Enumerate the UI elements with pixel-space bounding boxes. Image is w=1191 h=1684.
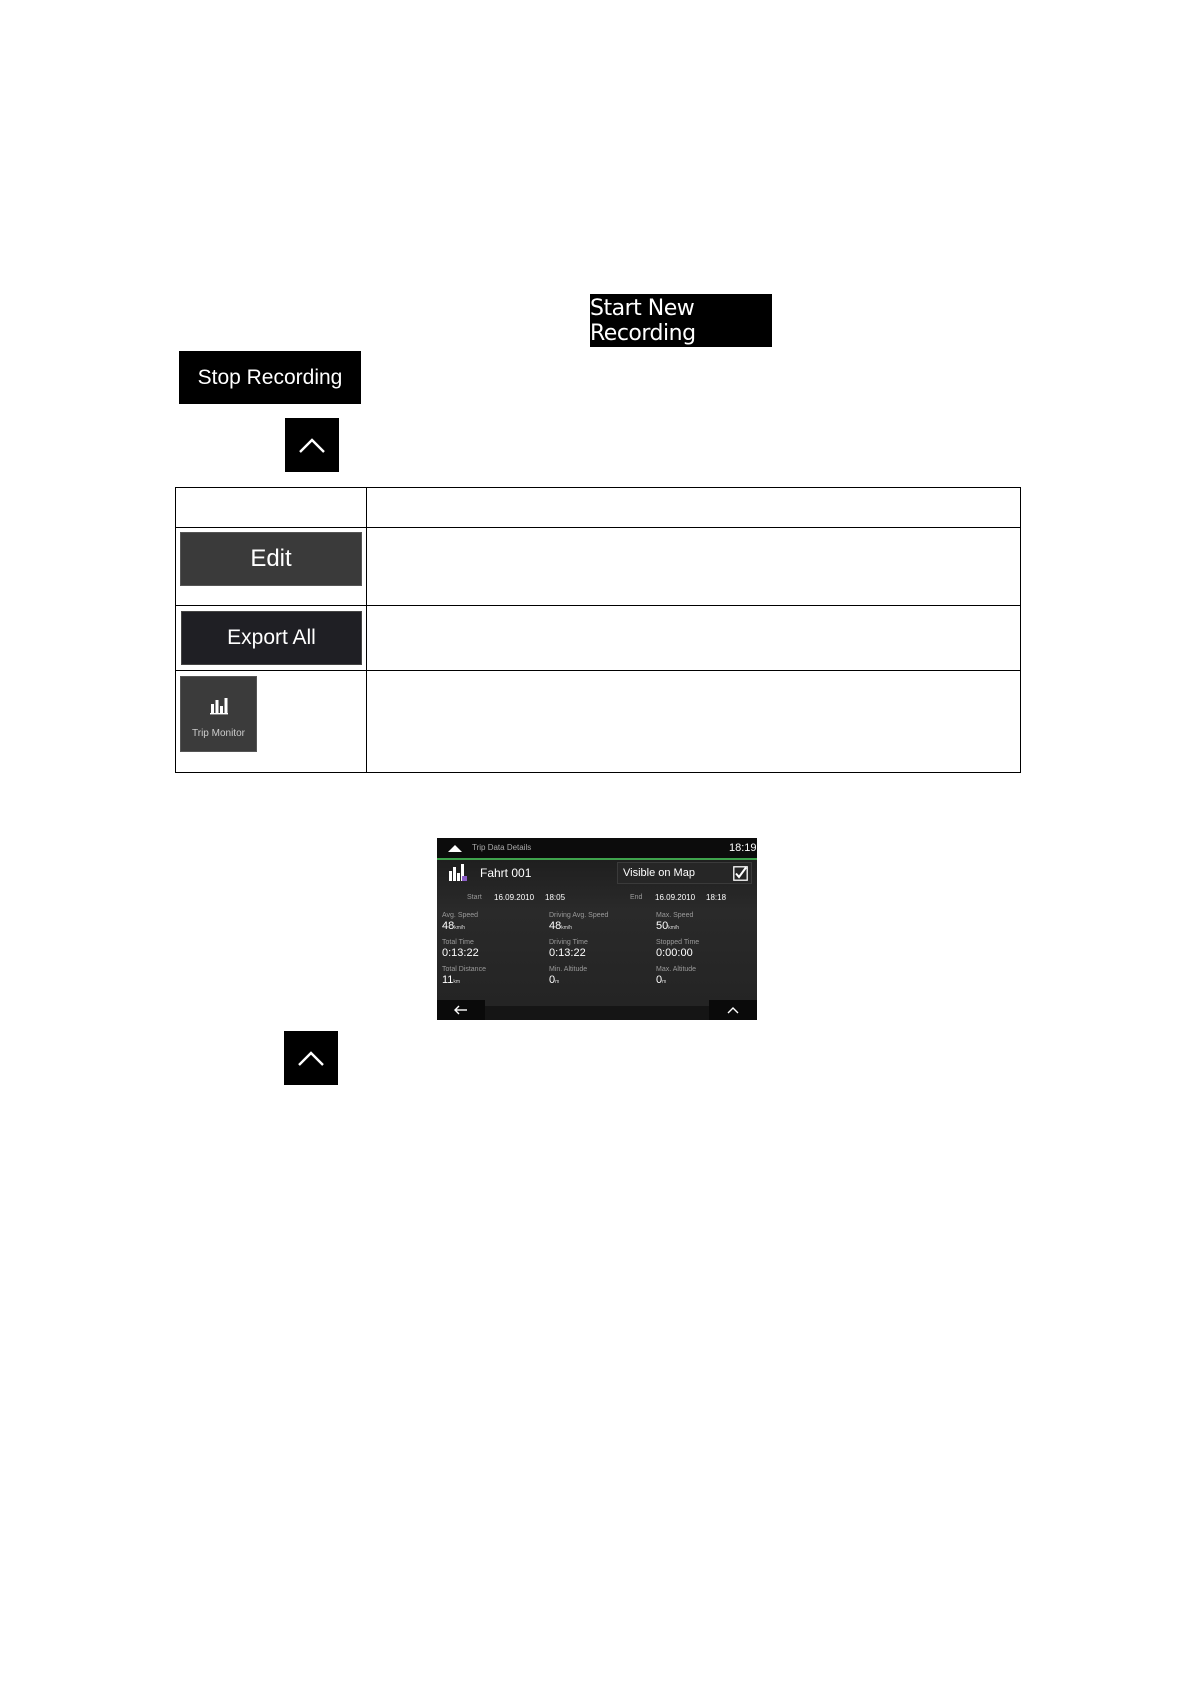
stat-value: 0m [656,974,667,986]
start-new-recording-label: Start New Recording [590,295,696,346]
stat-label: Max. Altitude [656,966,697,973]
trip-chart-icon [448,863,468,883]
visible-on-map-toggle[interactable] [617,862,752,884]
stat-value: 48km/h [549,920,573,932]
trip-data-details-screenshot [437,838,757,1020]
stat-label: Avg. Speed [442,912,479,919]
end-time: 18:18 [706,893,727,902]
table-cell [176,528,367,606]
options-table [175,487,1021,773]
stat-label: Driving Time [549,939,588,946]
bar-chart-icon [209,695,229,715]
table-cell [367,606,1021,671]
menu-button[interactable] [284,1031,338,1085]
end-label: End [630,894,643,901]
table-row [176,528,1021,606]
table-cell [176,606,367,671]
edit-label: Edit [250,545,292,572]
bottom-bar [437,1000,757,1020]
arrow-left-icon [454,1005,468,1015]
collapse-button[interactable] [285,418,339,472]
stat-unit: km/h [668,925,680,931]
screenshot-clock: 18:19 [729,842,757,854]
back-button[interactable] [437,1000,485,1020]
stat-unit: km/h [454,925,466,931]
visible-on-map-label: Visible on Map [623,867,695,879]
chevron-up-icon [297,1049,325,1067]
export-all-label: Export All [227,626,316,649]
chevron-up-icon [447,843,463,853]
stat-unit: m [662,979,667,985]
stat-value: 0:00:00 [656,947,693,959]
stat-value: 0m [549,974,560,986]
stat-label: Stopped Time [656,939,700,946]
stat-label: Driving Avg. Speed [549,912,609,919]
table-header-cell [367,488,1021,528]
start-date: 16.09.2010 [494,893,535,902]
stat-label: Min. Altitude [549,966,588,973]
stat-value: 0:13:22 [442,947,479,959]
trip-name: Fahrt 001 [480,866,532,880]
start-new-recording-button[interactable] [590,294,772,347]
table-cell [367,671,1021,773]
start-label: Start [467,894,482,901]
trip-monitor-label: Trip Monitor [192,728,245,739]
stat-value: 0:13:22 [549,947,586,959]
export-all-button[interactable] [181,611,362,665]
stat-unit: km [453,979,461,985]
trip-monitor-button[interactable] [180,676,257,752]
start-time: 18:05 [545,893,566,902]
stat-unit: km/h [561,925,573,931]
edit-button[interactable] [180,532,362,586]
chevron-up-icon [298,436,326,454]
stop-recording-label: Stop Recording [197,365,343,389]
checkbox-checked-icon [733,866,748,881]
expand-menu-button[interactable] [709,1000,757,1020]
stat-label: Total Distance [442,966,486,973]
bottom-center [485,1006,709,1020]
stat-value: 50km/h [656,920,680,932]
table-cell [176,671,367,773]
screenshot-title: Trip Data Details [472,843,532,852]
table-cell [367,528,1021,606]
table-header-row [176,488,1021,528]
stat-value: 48km/h [442,920,466,932]
stat-value: 11km [442,974,461,986]
table-header-cell [176,488,367,528]
end-date: 16.09.2010 [655,893,696,902]
chevron-up-icon [727,1006,739,1014]
stat-label: Max. Speed [656,912,694,919]
table-row [176,671,1021,773]
table-row [176,606,1021,671]
stop-recording-button[interactable] [179,351,361,404]
stat-unit: m [555,979,560,985]
stat-label: Total Time [442,939,474,946]
